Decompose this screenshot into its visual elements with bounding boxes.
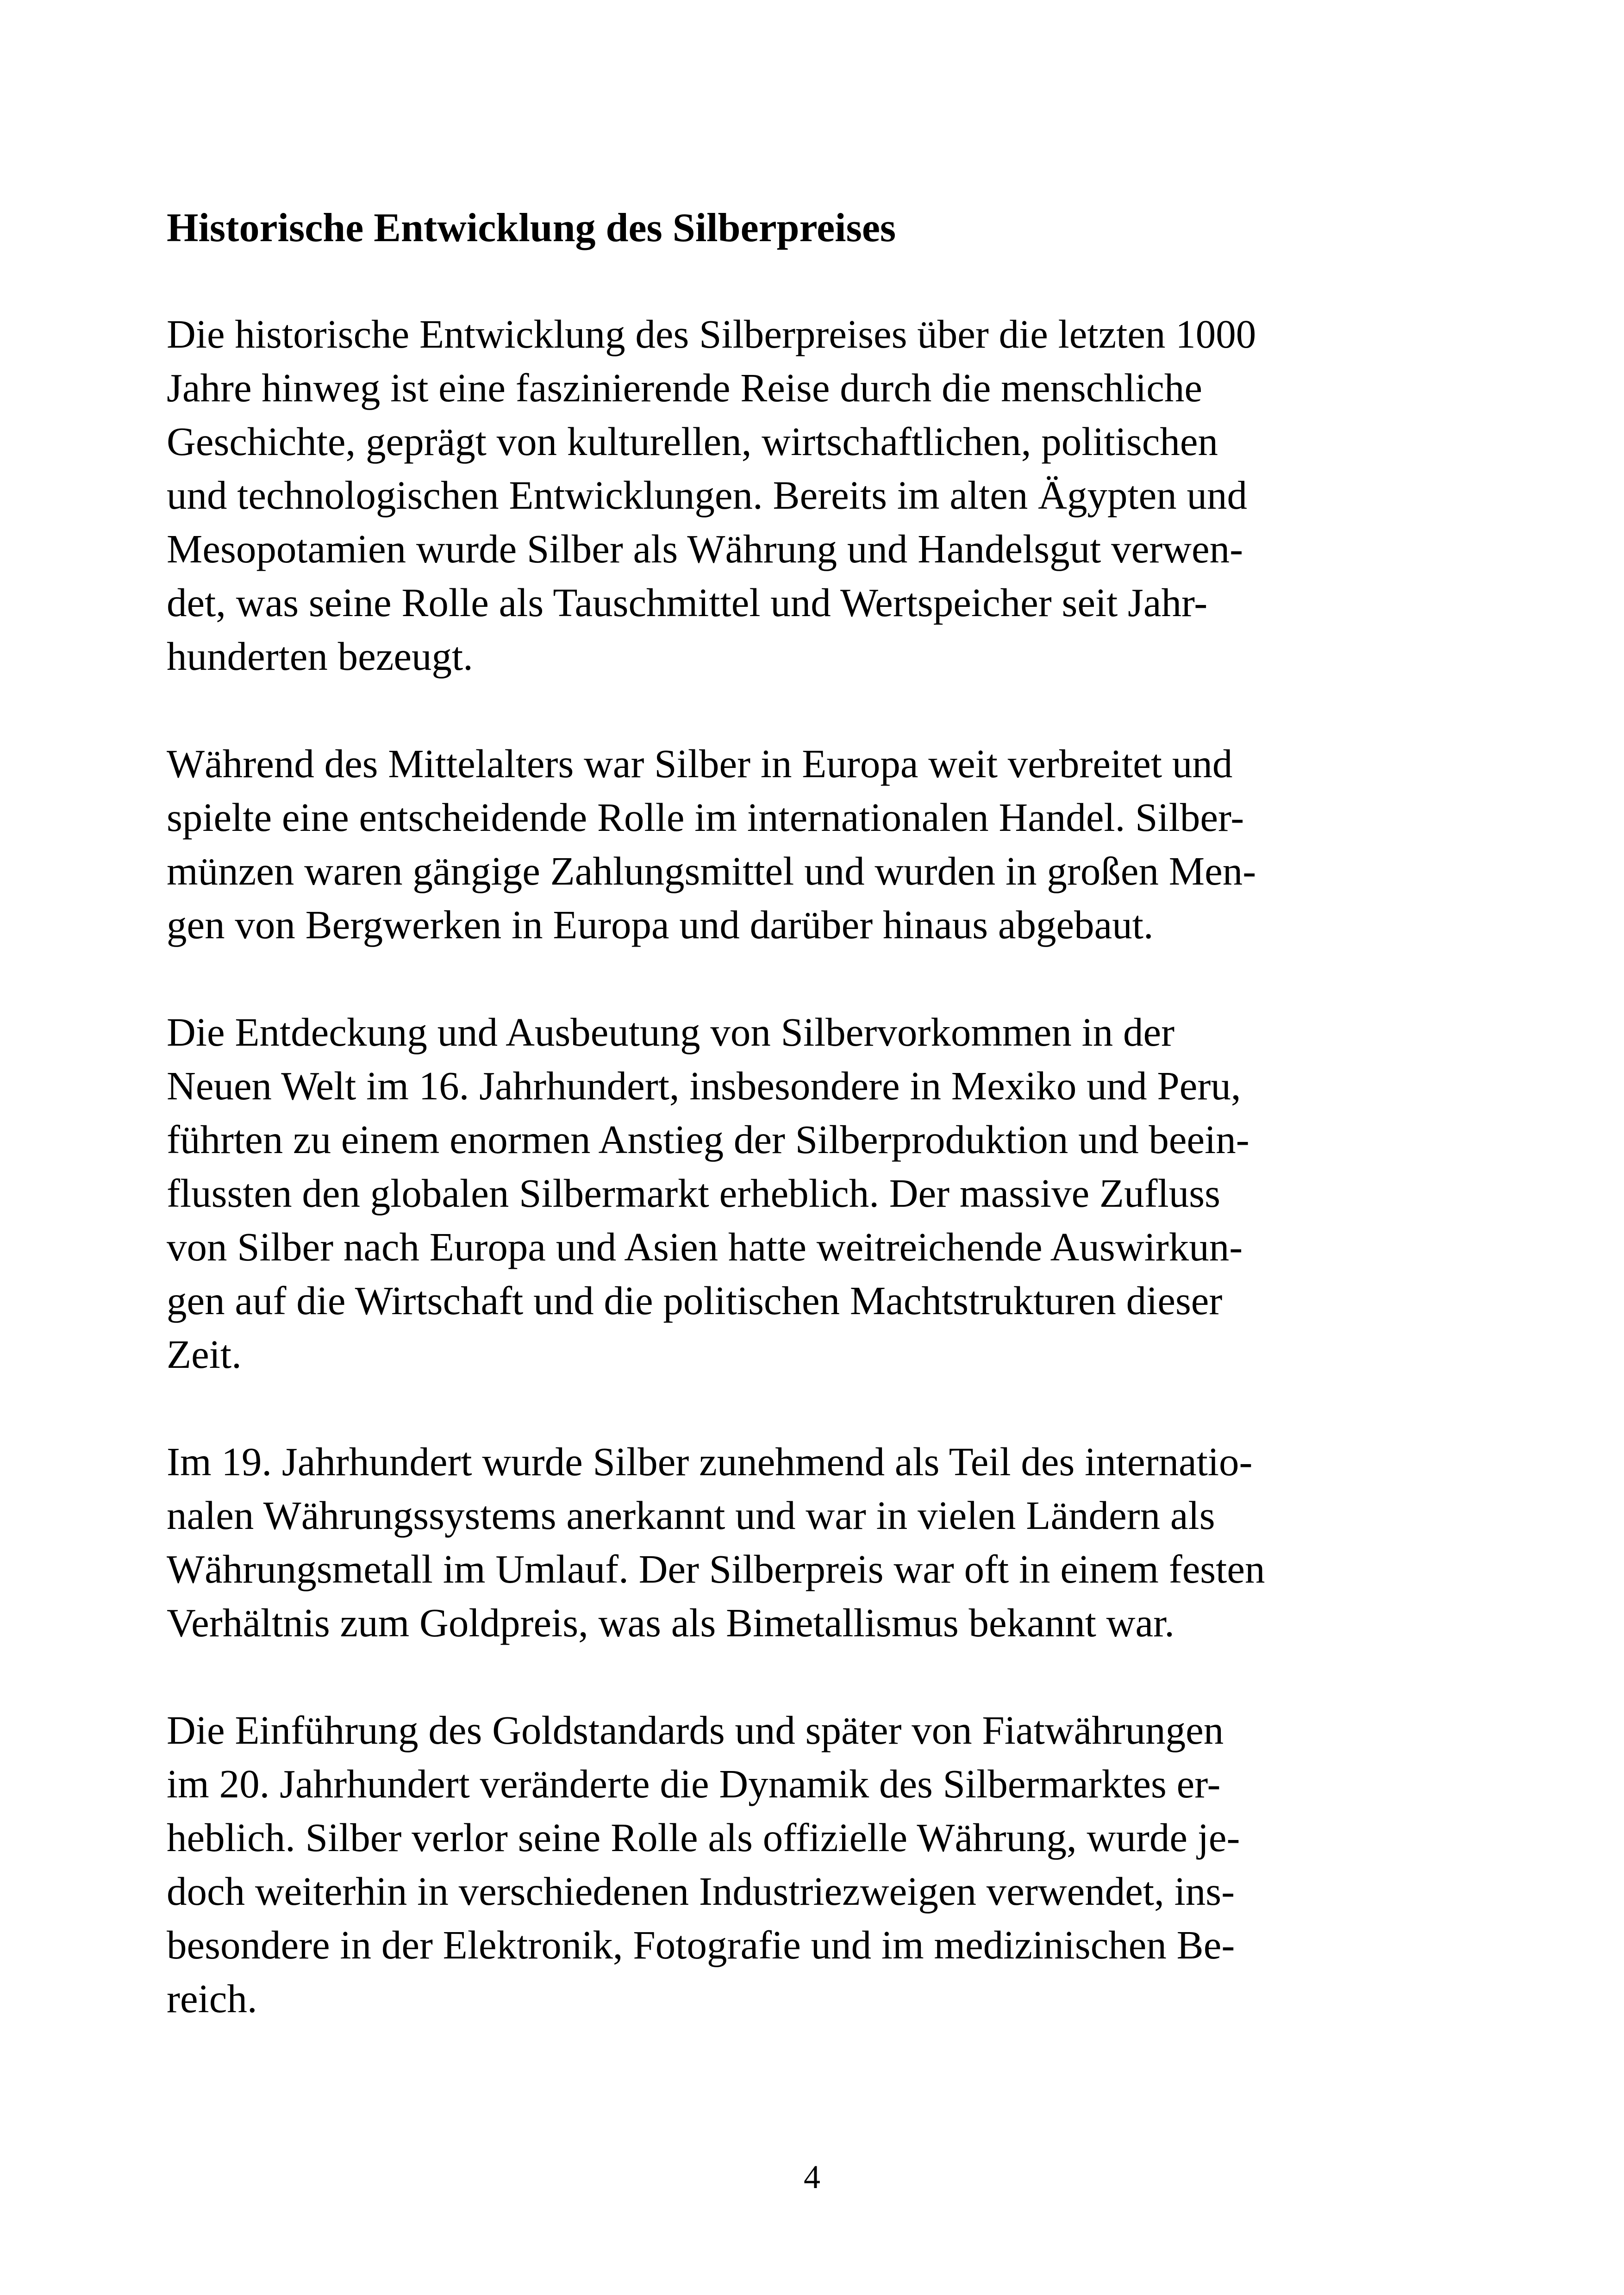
text-line: Geschichte, geprägt von kulturellen, wirtschaftlichen, politischen xyxy=(167,418,1218,464)
text-line: von Silber nach Europa und Asien hatte weitreichende Auswirkun- xyxy=(167,1224,1243,1269)
paragraph xyxy=(167,1005,1458,1381)
section-title: Historische Entwicklung des Silberpreises xyxy=(167,206,896,250)
text-line: führten zu einem enormen Anstieg der Silberproduktion und beein- xyxy=(167,1116,1249,1162)
page-number: 4 xyxy=(804,2158,820,2195)
text-line: münzen waren gängige Zahlungsmittel und wurden in großen Men- xyxy=(167,848,1256,893)
text-line: heblich. Silber verlor seine Rolle als offizielle Währung, wurde je- xyxy=(167,1815,1240,1860)
text-line: Neuen Welt im 16. Jahrhundert, insbesondere in Mexiko und Peru, xyxy=(167,1063,1241,1108)
text-line: flussten den globalen Silbermarkt erheblich. Der massive Zufluss xyxy=(167,1170,1220,1216)
text-line: det, was seine Rolle als Tauschmittel und Wertspeicher seit Jahr- xyxy=(167,580,1208,625)
text-line: Mesopotamien wurde Silber als Währung und Handelsgut verwen- xyxy=(167,526,1243,571)
paragraph xyxy=(167,1703,1458,2026)
text-line: und technologischen Entwicklungen. Bereits im alten Ägypten und xyxy=(167,472,1248,518)
text-line: Währungsmetall im Umlauf. Der Silberpreis war oft in einem festen xyxy=(167,1546,1265,1591)
text-line: gen auf die Wirtschaft und die politischen Machtstrukturen dieser xyxy=(167,1278,1223,1323)
text-line: reich. xyxy=(167,1976,257,2021)
text-line: hunderten bezeugt. xyxy=(167,633,473,679)
text-line: besondere in der Elektronik, Fotografie und im medizinischen Be- xyxy=(167,1922,1235,1967)
paragraph xyxy=(167,1435,1458,1650)
paragraph xyxy=(167,307,1458,683)
text-line: gen von Bergwerken in Europa und darüber hinaus abgebaut. xyxy=(167,902,1154,947)
text-line: Die Einführung des Goldstandards und später von Fiatwährungen xyxy=(167,1707,1224,1752)
text-line: Im 19. Jahrhundert wurde Silber zunehmend als Teil des internatio- xyxy=(167,1439,1253,1484)
text-line: nalen Währungssystems anerkannt und war in vielen Ländern als xyxy=(167,1492,1215,1538)
text-line: spielte eine entscheidende Rolle im internationalen Handel. Silber- xyxy=(167,794,1244,840)
text-line: doch weiterhin in verschiedenen Industriezweigen verwendet, ins- xyxy=(167,1868,1235,1914)
text-line: Während des Mittelalters war Silber in Europa weit verbreitet und xyxy=(167,741,1233,786)
text-line: Verhältnis zum Goldpreis, was als Bimetallismus bekannt war. xyxy=(167,1600,1175,1645)
text-line: Zeit. xyxy=(167,1331,242,1377)
page-content xyxy=(167,204,1458,2079)
paragraph xyxy=(167,737,1458,952)
text-line: Die Entdeckung und Ausbeutung von Silbervorkommen in der xyxy=(167,1009,1175,1054)
text-line: Die historische Entwicklung des Silberpreises über die letzten 1000 xyxy=(167,311,1256,356)
text-line: im 20. Jahrhundert veränderte die Dynamik des Silbermarktes er- xyxy=(167,1761,1221,1806)
text-line: Jahre hinweg ist eine faszinierende Reise durch die menschliche xyxy=(167,365,1202,410)
